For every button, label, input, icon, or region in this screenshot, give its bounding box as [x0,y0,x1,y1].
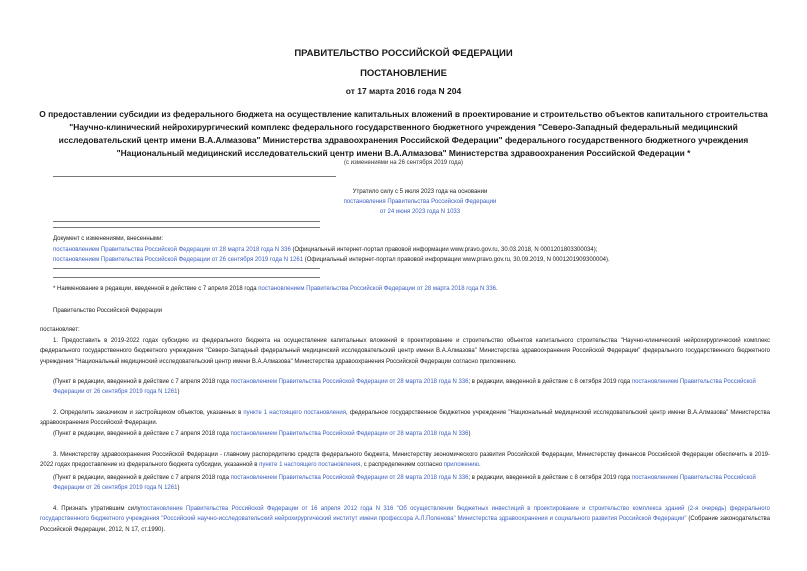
amendment-source: (Официальный интернет-портал правовой информации www.pravo.gov.ru, 30.09.2019, N 0001201909300004). [303,257,610,263]
note-text: ; в редакции, введенной в действие с 8 октября 2019 года [468,475,632,481]
footnote-link[interactable]: постановлением Правительства Российской Федерации от 28 марта 2018 года N 336 [258,286,496,292]
divider [53,221,320,222]
issuer-heading: ПРАВИТЕЛЬСТВО РОССИЙСКОЙ ФЕДЕРАЦИИ [294,48,513,59]
divider [53,176,336,177]
amendment-link[interactable]: постановлением Правительства Российской Федерации от 28 марта 2018 года N 336 [53,246,291,253]
note-text: ) [177,389,180,396]
paragraph-text: , с распределением согласно [360,462,444,469]
amendments-intro: Документ с изменениями, внесенными: [53,236,164,242]
amendment-item [53,245,773,256]
note-text: (Пункт в редакции, введенной в действие с 7 апреля 2018 года [53,379,231,385]
footnote [53,284,783,294]
note-text: ) [177,485,180,492]
divider [53,277,320,278]
note-text: ; в редакции, введенной в действие с 8 октября 2019 года [468,379,632,385]
paragraph-text: (Собрание законодательства Российской Федерации, 2012, N 17, ст.1990). [40,516,770,533]
paragraph-1-note [53,377,770,398]
lapsed-link-line1[interactable]: постановления Правительства Российской Федерации [343,199,497,205]
footnote-end: . [496,286,498,292]
revision-note: (с изменениями на 26 сентября 2019 года) [344,160,463,166]
note-text: (Пункт в редакции, введенной в действие с 7 апреля 2018 года [53,431,231,437]
document-title: О предоставлении субсидии из федерального бюджета на осуществление капитальных вложений в проектирование и строительство объектов капитального строительства "Научно-клинический нейрохирургический комплекс федерального государственного бюджетного учреждения "Северо-Западный федеральный медицинский исследовательский центр имени В.А.Алмазова" Министерства здравоохранения Российской Федерации" федерального государственного бюджетного учреждения "Национальный медицинский исследовательский центр имени В.А.Алмазова" Министерства здравоохранения Российской Федерации * [39,109,768,158]
paragraph-2-note [53,429,770,439]
paragraph-link[interactable]: постановление Правительства Российской Федерации от 16 апреля 2012 года N 316 "Об осуществлении бюджетных инвестиций в проектирование и строительство комплекса зданий (2-я очередь) федерального государственного бюджетного учреждения "Российский научно-исследовательский нейрохирургический институт имени профессора А.Л.Поленова" Министерства здравоохранения и социального развития Российской Федерации" [40,506,770,523]
lapsed-link-line2[interactable]: от 24 июня 2023 года N 1033 [379,209,461,215]
paragraph-link[interactable]: приложению [443,462,480,469]
note-link[interactable]: постановлением Правительства Российской Федерации от 28 марта 2018 года N 336 [230,475,469,481]
divider [53,268,320,269]
amendment-source: (Официальный интернет-портал правовой информации www.pravo.gov.ru, 30.03.2018, N 0001201803300034); [290,246,598,253]
paragraph-2 [40,408,770,429]
note-text: ) [468,431,471,437]
paragraph-text: 3. Министерству здравоохранения Российской Федерации - главному распорядителю средств федерального бюджета, Министерству экономического развития Российской Федерации, Министерству финансов Российской Федерации обеспечить в 2019-2022 годах предоставление из федерального бюджета субсидии, указанной в [40,452,770,469]
lapsed-notice [300,187,540,217]
amendments-block [53,234,773,266]
document-date-number: от 17 марта 2016 года N 204 [345,86,462,96]
paragraph-link[interactable]: пункте 1 настоящего постановления [259,462,361,469]
footnote-text: * Наименование в редакции, введенной в действие с 7 апреля 2018 года [53,286,259,292]
note-link[interactable]: постановлением Правительства Российской Федерации от 28 марта 2018 года N 336 [230,379,469,385]
divider [53,227,320,228]
government-line: Правительство Российской Федерации [53,308,163,314]
lapsed-text: Утратило силу с 5 июля 2023 года на основании [352,189,488,195]
amendment-item [53,255,773,266]
resolves-line: постановляет: [40,327,80,333]
note-link[interactable]: постановлением Правительства Российской Федерации от 28 марта 2018 года N 336 [230,431,469,437]
paragraph-4 [40,504,770,535]
paragraph-text: 4. Признать утратившим силу [53,506,141,512]
document-type-heading: ПОСТАНОВЛЕНИЕ [360,68,447,79]
paragraph-text: . [479,462,481,469]
paragraph-link[interactable]: пункте 1 настоящего постановления [243,410,347,416]
paragraph-text: , федеральное государственное бюджетное учреждение "Национальный медицинский исследовательский центр имени В.А.Алмазова" Министерства здравоохранения Российской Федерации. [40,410,770,427]
paragraph-3 [40,450,770,471]
note-link[interactable]: постановлением Правительства Российской Федерации от 26 сентября 2019 года N 1261 [53,475,756,492]
paragraph-text: 2. Определить заказчиком и застройщиком объектов, указанных в [53,410,244,416]
note-text: (Пункт в редакции, введенной в действие с 7 апреля 2018 года [53,475,231,481]
amendment-link[interactable]: постановлением Правительства Российской Федерации от 26 сентября 2019 года N 1261 [53,257,304,263]
paragraph-3-note [53,473,770,494]
note-link[interactable]: постановлением Правительства Российской Федерации от 26 сентября 2019 года N 1261 [53,379,756,396]
paragraph-1: 1. Предоставить в 2019-2022 годах субсидию из федерального бюджета на осуществление капитальных вложений в проектирование и строительство объектов капитального строительства "Научно-клинический нейрохирургический комплекс федерального государственного бюджетного учреждения "Северо-Западный федеральный медицинский исследовательский центр имени В.А.Алмазова" Министерства здравоохранения Российской Федерации" федерального государственного бюджетного учреждения "Национальный медицинский исследовательский центр имени В.А.Алмазова" Министерства здравоохранения Российской Федерации согласно приложению. [40,338,770,365]
